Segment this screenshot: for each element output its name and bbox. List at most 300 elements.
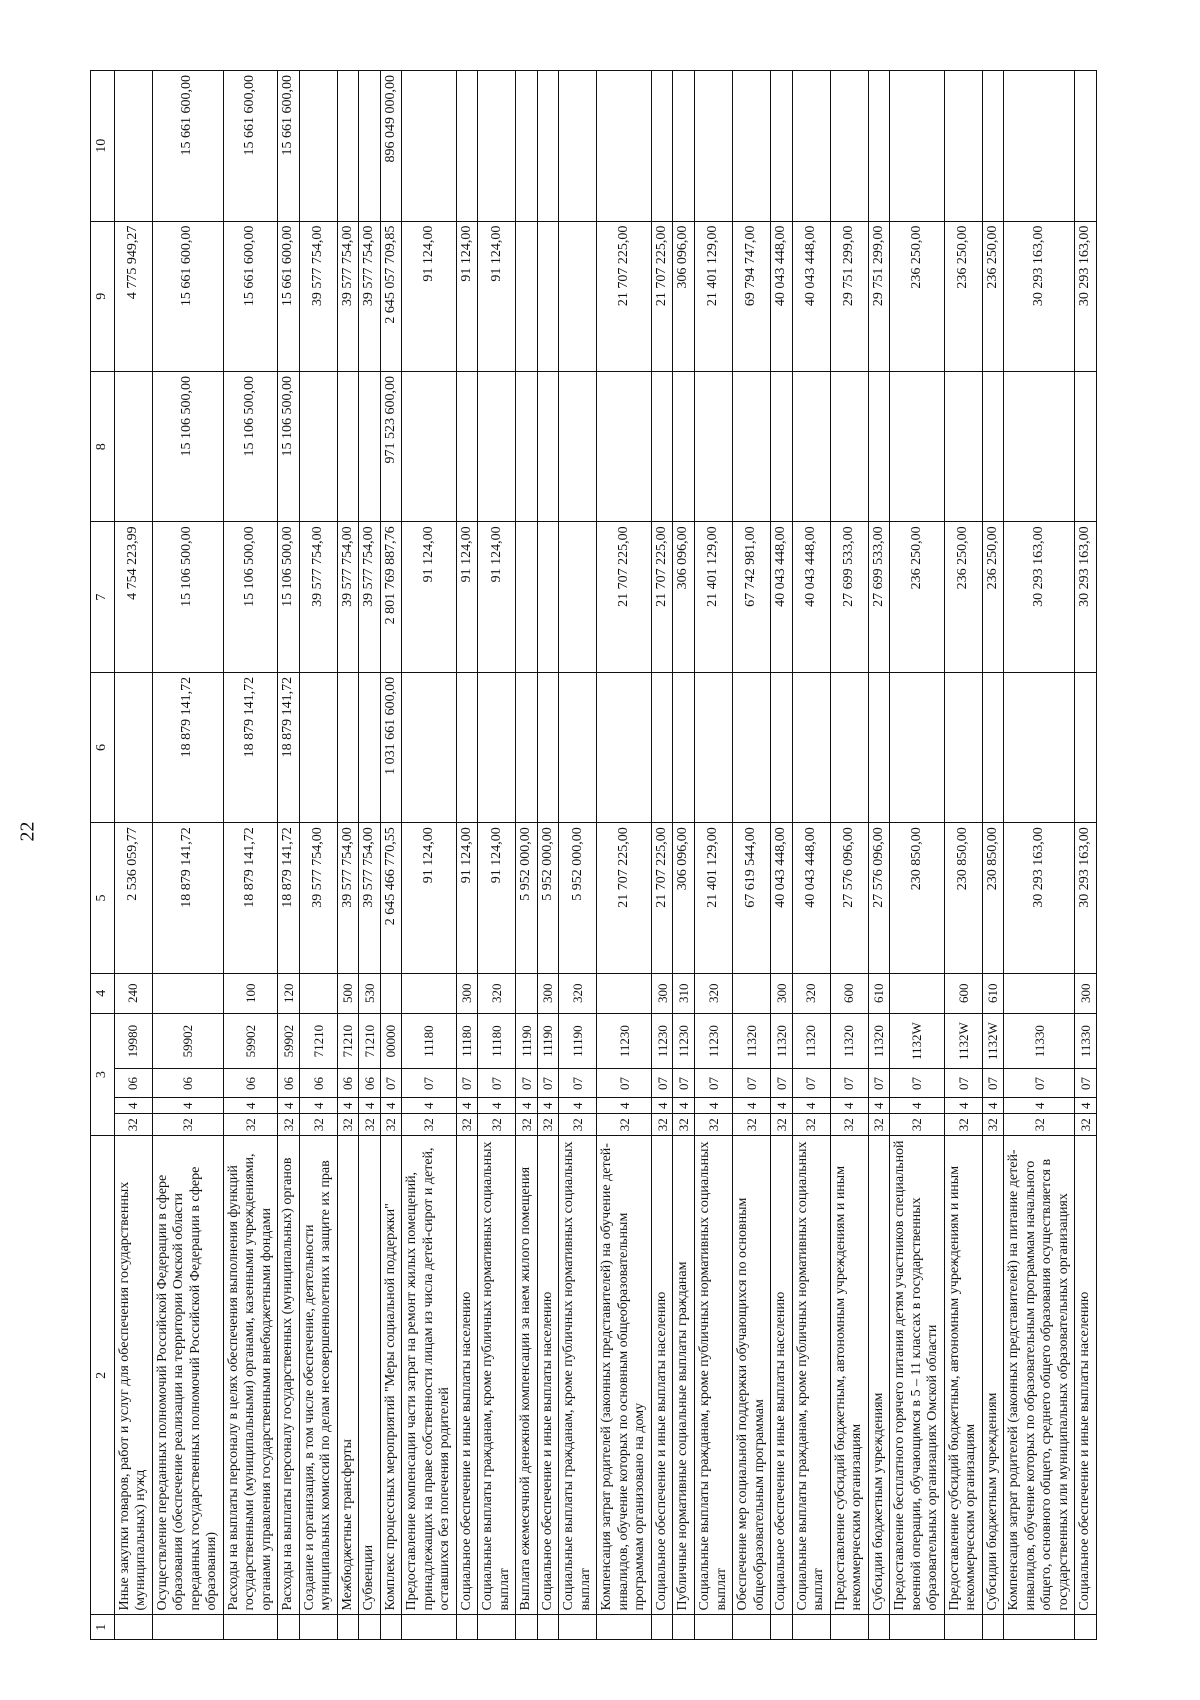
amount-col-5: 21 707 225,00 bbox=[597, 823, 652, 973]
table-row bbox=[359, 71, 381, 1640]
item-name: Предоставление субсидий бюджетным, автономным учреждениям и иным некоммерческим организациям bbox=[944, 1136, 982, 1615]
item-name: Социальные выплаты гражданам, кроме публичных нормативных социальных выплат bbox=[694, 1136, 732, 1615]
code-direction: 11180 bbox=[456, 1013, 478, 1069]
code-subprogram: 07 bbox=[559, 1069, 597, 1098]
amount-col-8 bbox=[516, 371, 538, 521]
amount-col-6 bbox=[890, 672, 945, 822]
item-name: Компенсация затрат родителей (законных представителей) на питание детей-инвалидов, обучение которых по образовательным программам начального общего, основного общего, среднего общего образования осуществляется в государственных или муниципальных образовательных организациях bbox=[1004, 1136, 1075, 1615]
expense-type-code bbox=[152, 973, 223, 1013]
table-row bbox=[380, 71, 402, 1640]
table-row bbox=[152, 71, 223, 1640]
amount-col-5: 21 401 129,00 bbox=[694, 823, 732, 973]
item-name: Предоставление субсидий бюджетным, автономным учреждениям и иным некоммерческим организациям bbox=[830, 1136, 868, 1615]
header-cell-10: 10 bbox=[91, 71, 115, 222]
code-program: 4 bbox=[359, 1098, 381, 1114]
item-name: Выплата ежемесячной денежной компенсации за наем жилого помещения bbox=[516, 1136, 538, 1615]
amount-col-5: 18 879 141,72 bbox=[278, 823, 300, 973]
amount-col-6 bbox=[651, 672, 673, 822]
code-subprogram: 07 bbox=[673, 1069, 695, 1098]
amount-col-8 bbox=[868, 371, 890, 521]
row-index-cell bbox=[1075, 1615, 1097, 1640]
row-index-cell bbox=[771, 1615, 793, 1640]
item-name: Обеспечение мер социальной поддержки обучающихся по основным общеобразовательным программам bbox=[733, 1136, 771, 1615]
row-index-cell bbox=[559, 1615, 597, 1640]
code-program: 4 bbox=[982, 1098, 1004, 1114]
code-subprogram: 07 bbox=[944, 1069, 982, 1098]
code-ministry: 32 bbox=[868, 1114, 890, 1136]
code-subprogram: 06 bbox=[152, 1069, 223, 1098]
table-row bbox=[651, 71, 673, 1640]
amount-col-8 bbox=[651, 371, 673, 521]
amount-col-9: 21 401 129,00 bbox=[694, 221, 732, 371]
code-direction: 11320 bbox=[830, 1013, 868, 1069]
row-index-cell bbox=[830, 1615, 868, 1640]
code-direction: 00000 bbox=[380, 1013, 402, 1069]
amount-col-7: 67 742 981,00 bbox=[733, 522, 771, 672]
amount-col-10 bbox=[982, 71, 1004, 222]
code-direction: 11330 bbox=[1004, 1013, 1075, 1069]
row-index-cell bbox=[516, 1615, 538, 1640]
item-name: Комплекс процессных мероприятий "Меры социальной поддержки" bbox=[380, 1136, 402, 1615]
amount-col-10 bbox=[1004, 71, 1075, 222]
table-row bbox=[278, 71, 300, 1640]
item-name: Создание и организация, в том числе обеспечение, деятельности муниципальных комиссий по делам несовершеннолетних и защите их прав bbox=[299, 1136, 337, 1615]
code-subprogram: 07 bbox=[890, 1069, 945, 1098]
code-ministry: 32 bbox=[1075, 1114, 1097, 1136]
row-index-cell bbox=[868, 1615, 890, 1640]
amount-col-8 bbox=[537, 371, 559, 521]
amount-col-7: 2 801 769 887,76 bbox=[380, 522, 402, 672]
code-subprogram: 07 bbox=[868, 1069, 890, 1098]
amount-col-9: 91 124,00 bbox=[402, 221, 457, 371]
amount-col-10 bbox=[478, 71, 516, 222]
expense-type-code: 320 bbox=[478, 973, 516, 1013]
amount-col-5: 30 293 163,00 bbox=[1075, 823, 1097, 973]
amount-col-7: 4 754 223,99 bbox=[114, 522, 152, 672]
amount-col-7: 15 106 500,00 bbox=[278, 522, 300, 672]
table-row bbox=[456, 71, 478, 1640]
code-program: 4 bbox=[792, 1098, 830, 1114]
amount-col-10: 15 661 600,00 bbox=[223, 71, 278, 222]
amount-col-5: 5 952 000,00 bbox=[516, 823, 538, 973]
amount-col-6 bbox=[299, 672, 337, 822]
amount-col-9 bbox=[516, 221, 538, 371]
code-program: 4 bbox=[1075, 1098, 1097, 1114]
amount-col-8 bbox=[337, 371, 359, 521]
amount-col-8: 15 106 500,00 bbox=[278, 371, 300, 521]
amount-col-7: 40 043 448,00 bbox=[792, 522, 830, 672]
expense-type-code: 100 bbox=[223, 973, 278, 1013]
table-row bbox=[673, 71, 695, 1640]
amount-col-7: 236 250,00 bbox=[982, 522, 1004, 672]
code-ministry: 32 bbox=[516, 1114, 538, 1136]
code-subprogram: 07 bbox=[537, 1069, 559, 1098]
code-program: 4 bbox=[673, 1098, 695, 1114]
row-index-cell bbox=[299, 1615, 337, 1640]
amount-col-10: 896 049 000,00 bbox=[380, 71, 402, 222]
code-subprogram: 07 bbox=[402, 1069, 457, 1098]
amount-col-5: 91 124,00 bbox=[456, 823, 478, 973]
row-index-cell bbox=[337, 1615, 359, 1640]
code-ministry: 32 bbox=[673, 1114, 695, 1136]
amount-col-6 bbox=[456, 672, 478, 822]
row-index-cell bbox=[733, 1615, 771, 1640]
expense-type-code: 610 bbox=[982, 973, 1004, 1013]
code-subprogram: 07 bbox=[830, 1069, 868, 1098]
code-direction: 1132W bbox=[890, 1013, 945, 1069]
amount-col-6 bbox=[1075, 672, 1097, 822]
code-direction: 71210 bbox=[359, 1013, 381, 1069]
header-cell-2: 2 bbox=[91, 1136, 115, 1615]
amount-col-5: 230 850,00 bbox=[890, 823, 945, 973]
item-name: Субвенции bbox=[359, 1136, 381, 1615]
table-row bbox=[337, 71, 359, 1640]
amount-col-5: 21 707 225,00 bbox=[651, 823, 673, 973]
amount-col-8 bbox=[359, 371, 381, 521]
code-program: 4 bbox=[152, 1098, 223, 1114]
code-ministry: 32 bbox=[299, 1114, 337, 1136]
amount-col-6 bbox=[402, 672, 457, 822]
table-row bbox=[890, 71, 945, 1640]
item-name: Социальное обеспечение и иные выплаты населению bbox=[537, 1136, 559, 1615]
code-ministry: 32 bbox=[597, 1114, 652, 1136]
code-ministry: 32 bbox=[337, 1114, 359, 1136]
amount-col-10 bbox=[337, 71, 359, 222]
item-name: Социальные выплаты гражданам, кроме публичных нормативных социальных выплат bbox=[478, 1136, 516, 1615]
code-direction: 11320 bbox=[792, 1013, 830, 1069]
amount-col-9: 2 645 057 709,85 bbox=[380, 221, 402, 371]
table-body bbox=[114, 71, 1096, 1640]
code-direction: 71210 bbox=[337, 1013, 359, 1069]
amount-col-6 bbox=[792, 672, 830, 822]
item-name: Социальное обеспечение и иные выплаты населению bbox=[771, 1136, 793, 1615]
amount-col-9: 30 293 163,00 bbox=[1075, 221, 1097, 371]
table-row bbox=[771, 71, 793, 1640]
expense-type-code: 500 bbox=[337, 973, 359, 1013]
code-subprogram: 07 bbox=[1075, 1069, 1097, 1098]
code-ministry: 32 bbox=[278, 1114, 300, 1136]
amount-col-5: 40 043 448,00 bbox=[792, 823, 830, 973]
row-index-cell bbox=[114, 1615, 152, 1640]
code-ministry: 32 bbox=[152, 1114, 223, 1136]
amount-col-10 bbox=[1075, 71, 1097, 222]
amount-col-6 bbox=[868, 672, 890, 822]
code-subprogram: 07 bbox=[651, 1069, 673, 1098]
code-subprogram: 06 bbox=[278, 1069, 300, 1098]
amount-col-9: 39 577 754,00 bbox=[299, 221, 337, 371]
amount-col-8 bbox=[456, 371, 478, 521]
amount-col-10 bbox=[651, 71, 673, 222]
header-cell-6: 6 bbox=[91, 672, 115, 822]
code-direction: 11190 bbox=[516, 1013, 538, 1069]
expense-type-code bbox=[516, 973, 538, 1013]
code-subprogram: 07 bbox=[694, 1069, 732, 1098]
code-subprogram: 06 bbox=[299, 1069, 337, 1098]
amount-col-8 bbox=[559, 371, 597, 521]
code-program: 4 bbox=[223, 1098, 278, 1114]
code-program: 4 bbox=[516, 1098, 538, 1114]
amount-col-10 bbox=[114, 71, 152, 222]
amount-col-8 bbox=[792, 371, 830, 521]
amount-col-8 bbox=[694, 371, 732, 521]
amount-col-5: 27 576 096,00 bbox=[830, 823, 868, 973]
amount-col-6: 18 879 141,72 bbox=[278, 672, 300, 822]
code-subprogram: 07 bbox=[456, 1069, 478, 1098]
amount-col-8 bbox=[982, 371, 1004, 521]
amount-col-5: 5 952 000,00 bbox=[537, 823, 559, 973]
amount-col-8 bbox=[890, 371, 945, 521]
code-direction: 59902 bbox=[152, 1013, 223, 1069]
expense-type-code bbox=[597, 973, 652, 1013]
table-row bbox=[516, 71, 538, 1640]
code-subprogram: 06 bbox=[223, 1069, 278, 1098]
code-program: 4 bbox=[944, 1098, 982, 1114]
row-index-cell bbox=[792, 1615, 830, 1640]
code-direction: 59902 bbox=[223, 1013, 278, 1069]
amount-col-7: 21 707 225,00 bbox=[597, 522, 652, 672]
amount-col-10 bbox=[299, 71, 337, 222]
amount-col-7: 306 096,00 bbox=[673, 522, 695, 672]
table-row bbox=[792, 71, 830, 1640]
amount-col-5: 18 879 141,72 bbox=[152, 823, 223, 973]
row-index-cell bbox=[597, 1615, 652, 1640]
header-cell-3: 3 bbox=[91, 1013, 115, 1136]
header-cell-1: 1 bbox=[91, 1615, 115, 1640]
item-name: Иные закупки товаров, работ и услуг для обеспечения государственных (муниципальных) нужд bbox=[114, 1136, 152, 1615]
amount-col-8 bbox=[114, 371, 152, 521]
row-index-cell bbox=[890, 1615, 945, 1640]
expense-type-code: 300 bbox=[537, 973, 559, 1013]
expense-type-code: 240 bbox=[114, 973, 152, 1013]
amount-col-6 bbox=[733, 672, 771, 822]
amount-col-8 bbox=[830, 371, 868, 521]
amount-col-6: 18 879 141,72 bbox=[152, 672, 223, 822]
code-program: 4 bbox=[890, 1098, 945, 1114]
amount-col-10 bbox=[890, 71, 945, 222]
code-subprogram: 07 bbox=[792, 1069, 830, 1098]
amount-col-5: 2 536 059,77 bbox=[114, 823, 152, 973]
amount-col-7: 236 250,00 bbox=[944, 522, 982, 672]
code-program: 4 bbox=[771, 1098, 793, 1114]
amount-col-9: 40 043 448,00 bbox=[792, 221, 830, 371]
amount-col-9 bbox=[559, 221, 597, 371]
item-name: Социальное обеспечение и иные выплаты населению bbox=[1075, 1136, 1097, 1615]
code-ministry: 32 bbox=[792, 1114, 830, 1136]
code-direction: 11330 bbox=[1075, 1013, 1097, 1069]
amount-col-9: 91 124,00 bbox=[456, 221, 478, 371]
header-cell-5: 5 bbox=[91, 823, 115, 973]
code-program: 4 bbox=[299, 1098, 337, 1114]
code-direction: 11230 bbox=[651, 1013, 673, 1069]
amount-col-9: 40 043 448,00 bbox=[771, 221, 793, 371]
amount-col-9: 30 293 163,00 bbox=[1004, 221, 1075, 371]
amount-col-10 bbox=[597, 71, 652, 222]
amount-col-10 bbox=[733, 71, 771, 222]
amount-col-6 bbox=[771, 672, 793, 822]
amount-col-9: 236 250,00 bbox=[982, 221, 1004, 371]
amount-col-5: 67 619 544,00 bbox=[733, 823, 771, 973]
expense-type-code: 310 bbox=[673, 973, 695, 1013]
item-name: Субсидии бюджетным учреждениям bbox=[868, 1136, 890, 1615]
amount-col-10: 15 661 600,00 bbox=[278, 71, 300, 222]
code-ministry: 32 bbox=[890, 1114, 945, 1136]
table-row bbox=[537, 71, 559, 1640]
code-program: 4 bbox=[114, 1098, 152, 1114]
amount-col-9: 306 096,00 bbox=[673, 221, 695, 371]
table-row bbox=[868, 71, 890, 1640]
row-index-cell bbox=[673, 1615, 695, 1640]
item-name: Субсидии бюджетным учреждениям bbox=[982, 1136, 1004, 1615]
expense-type-code: 300 bbox=[771, 973, 793, 1013]
amount-col-9: 236 250,00 bbox=[890, 221, 945, 371]
amount-col-10 bbox=[694, 71, 732, 222]
amount-col-6 bbox=[478, 672, 516, 822]
amount-col-7: 30 293 163,00 bbox=[1004, 522, 1075, 672]
amount-col-6 bbox=[673, 672, 695, 822]
expense-type-code: 530 bbox=[359, 973, 381, 1013]
code-subprogram: 07 bbox=[380, 1069, 402, 1098]
code-ministry: 32 bbox=[771, 1114, 793, 1136]
item-name: Расходы на выплаты персоналу в целях обеспечения выполнения функций государственными (муниципальными) органами, казенными учреждениями, органами управления государственными внебюджетными фондами bbox=[223, 1136, 278, 1615]
amount-col-8 bbox=[733, 371, 771, 521]
item-name: Осуществление переданных полномочий Российской Федерации в сфере образования (обеспечение реализации на территории Омской области переданных государственных полномочий Российской Федерации в сфере образования) bbox=[152, 1136, 223, 1615]
amount-col-9: 21 707 225,00 bbox=[651, 221, 673, 371]
code-subprogram: 07 bbox=[1004, 1069, 1075, 1098]
code-program: 4 bbox=[559, 1098, 597, 1114]
code-ministry: 32 bbox=[456, 1114, 478, 1136]
expense-type-code bbox=[890, 973, 945, 1013]
row-index-cell bbox=[478, 1615, 516, 1640]
amount-col-5: 306 096,00 bbox=[673, 823, 695, 973]
amount-col-6 bbox=[516, 672, 538, 822]
table-row bbox=[694, 71, 732, 1640]
amount-col-5: 230 850,00 bbox=[944, 823, 982, 973]
amount-col-5: 30 293 163,00 bbox=[1004, 823, 1075, 973]
expense-type-code: 600 bbox=[944, 973, 982, 1013]
amount-col-8 bbox=[771, 371, 793, 521]
code-direction: 11190 bbox=[559, 1013, 597, 1069]
item-name: Социальные выплаты гражданам, кроме публичных нормативных социальных выплат bbox=[792, 1136, 830, 1615]
amount-col-7: 30 293 163,00 bbox=[1075, 522, 1097, 672]
code-subprogram: 07 bbox=[771, 1069, 793, 1098]
code-ministry: 32 bbox=[733, 1114, 771, 1136]
expense-type-code: 320 bbox=[792, 973, 830, 1013]
code-program: 4 bbox=[830, 1098, 868, 1114]
amount-col-9: 236 250,00 bbox=[944, 221, 982, 371]
code-direction: 11180 bbox=[402, 1013, 457, 1069]
row-index-cell bbox=[380, 1615, 402, 1640]
expense-type-code: 300 bbox=[456, 973, 478, 1013]
expense-type-code: 320 bbox=[694, 973, 732, 1013]
code-direction: 11320 bbox=[771, 1013, 793, 1069]
table-row bbox=[1075, 71, 1097, 1640]
amount-col-7: 91 124,00 bbox=[456, 522, 478, 672]
amount-col-8: 15 106 500,00 bbox=[152, 371, 223, 521]
code-subprogram: 07 bbox=[597, 1069, 652, 1098]
amount-col-9: 69 794 747,00 bbox=[733, 221, 771, 371]
amount-col-9: 39 577 754,00 bbox=[359, 221, 381, 371]
amount-col-9: 15 661 600,00 bbox=[152, 221, 223, 371]
item-name: Расходы на выплаты персоналу государственных (муниципальных) органов bbox=[278, 1136, 300, 1615]
table-row bbox=[402, 71, 457, 1640]
code-ministry: 32 bbox=[402, 1114, 457, 1136]
code-ministry: 32 bbox=[478, 1114, 516, 1136]
code-program: 4 bbox=[597, 1098, 652, 1114]
table-row bbox=[299, 71, 337, 1640]
code-ministry: 32 bbox=[651, 1114, 673, 1136]
code-subprogram: 07 bbox=[982, 1069, 1004, 1098]
code-subprogram: 06 bbox=[114, 1069, 152, 1098]
amount-col-6 bbox=[982, 672, 1004, 822]
amount-col-10 bbox=[771, 71, 793, 222]
amount-col-6 bbox=[1004, 672, 1075, 822]
amount-col-7: 27 699 533,00 bbox=[830, 522, 868, 672]
expense-type-code: 300 bbox=[1075, 973, 1097, 1013]
code-ministry: 32 bbox=[944, 1114, 982, 1136]
row-index-cell bbox=[152, 1615, 223, 1640]
expense-type-code bbox=[380, 973, 402, 1013]
amount-col-6 bbox=[694, 672, 732, 822]
amount-col-7: 21 401 129,00 bbox=[694, 522, 732, 672]
code-ministry: 32 bbox=[380, 1114, 402, 1136]
code-program: 4 bbox=[402, 1098, 457, 1114]
code-program: 4 bbox=[456, 1098, 478, 1114]
code-program: 4 bbox=[694, 1098, 732, 1114]
amount-col-10: 15 661 600,00 bbox=[152, 71, 223, 222]
code-program: 4 bbox=[868, 1098, 890, 1114]
code-direction: 1132W bbox=[982, 1013, 1004, 1069]
code-ministry: 32 bbox=[1004, 1114, 1075, 1136]
code-direction: 11190 bbox=[537, 1013, 559, 1069]
amount-col-5: 18 879 141,72 bbox=[223, 823, 278, 973]
item-name: Публичные нормативные социальные выплаты гражданам bbox=[673, 1136, 695, 1615]
amount-col-8 bbox=[1075, 371, 1097, 521]
amount-col-10 bbox=[537, 71, 559, 222]
amount-col-10 bbox=[516, 71, 538, 222]
header-cell-7: 7 bbox=[91, 522, 115, 672]
amount-col-8 bbox=[944, 371, 982, 521]
code-direction: 11320 bbox=[868, 1013, 890, 1069]
page-number: 22 bbox=[16, 821, 39, 842]
table-row bbox=[982, 71, 1004, 1640]
amount-col-5: 27 576 096,00 bbox=[868, 823, 890, 973]
amount-col-7: 236 250,00 bbox=[890, 522, 945, 672]
amount-col-8 bbox=[478, 371, 516, 521]
amount-col-7: 27 699 533,00 bbox=[868, 522, 890, 672]
amount-col-8 bbox=[402, 371, 457, 521]
expense-type-code: 320 bbox=[559, 973, 597, 1013]
table-row bbox=[478, 71, 516, 1640]
table-row bbox=[559, 71, 597, 1640]
amount-col-7 bbox=[537, 522, 559, 672]
amount-col-9: 29 751 299,00 bbox=[868, 221, 890, 371]
code-subprogram: 07 bbox=[733, 1069, 771, 1098]
amount-col-5: 39 577 754,00 bbox=[337, 823, 359, 973]
amount-col-6: 18 879 141,72 bbox=[223, 672, 278, 822]
item-name: Предоставление бесплатного горячего питания детям участников специальной военной операции, обучающимся в 5 – 11 классах в государственных образовательных организациях Омской области bbox=[890, 1136, 945, 1615]
code-program: 4 bbox=[278, 1098, 300, 1114]
amount-col-6 bbox=[337, 672, 359, 822]
amount-col-8: 15 106 500,00 bbox=[223, 371, 278, 521]
code-direction: 11180 bbox=[478, 1013, 516, 1069]
amount-col-7: 15 106 500,00 bbox=[152, 522, 223, 672]
rotated-table-container bbox=[90, 70, 1097, 1640]
amount-col-7 bbox=[516, 522, 538, 672]
amount-col-5: 91 124,00 bbox=[478, 823, 516, 973]
code-subprogram: 06 bbox=[359, 1069, 381, 1098]
code-ministry: 32 bbox=[114, 1114, 152, 1136]
row-index-cell bbox=[1004, 1615, 1075, 1640]
